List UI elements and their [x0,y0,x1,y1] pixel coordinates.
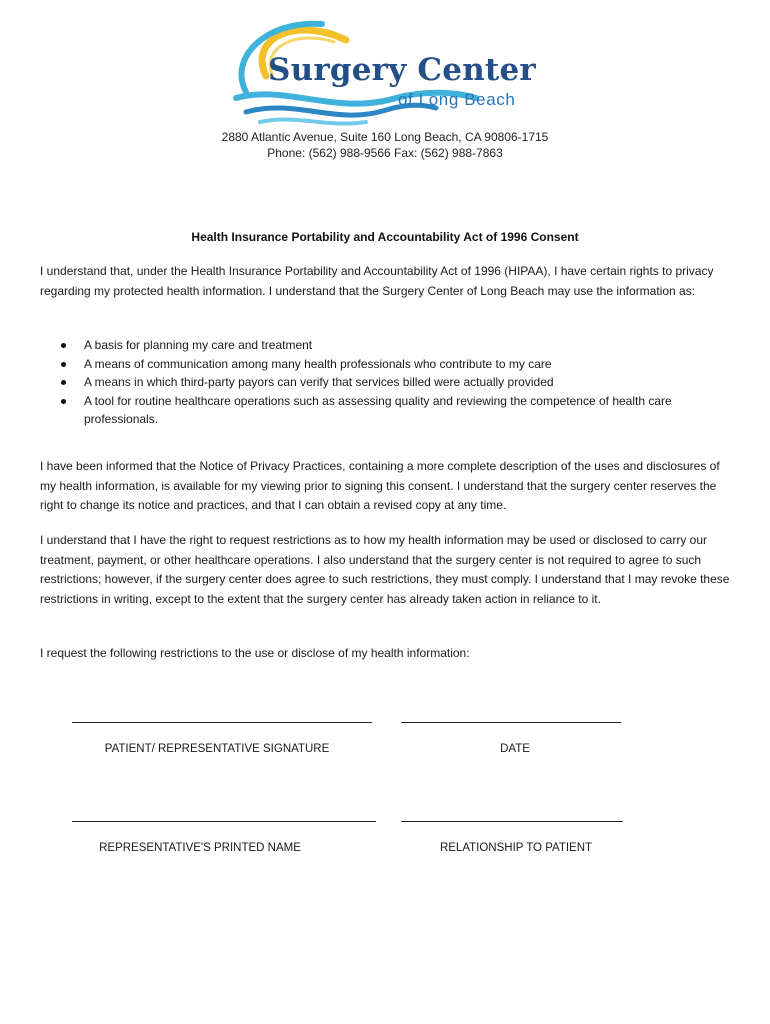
restrictions-paragraph: I understand that I have the right to request restrictions as to how my health information may be used or disclosed to carry our treatment, payment, or other healthcare operations. I also understand that the surgery center is not required to agree to such restrictions; however, if the surgery center does agree to such restrictions, they must comply. I understand that I may revoke these restrictions in writing, except to the extent that the surgery center has already taken action in reliance to it. [40,533,730,606]
surgery-center-logo [226,18,546,128]
list-item: A means in which third-party payors can verify that services billed were actually provided [60,373,720,392]
document-title: Health Insurance Portability and Accountability Act of 1996 Consent [191,230,579,244]
date-field[interactable] [401,722,621,723]
phone-fax-line: Phone: (562) 988-9566 Fax: (562) 988-7863 [267,146,503,160]
relationship-label: RELATIONSHIP TO PATIENT [439,842,593,854]
logo-subname: of Long Beach [398,90,516,109]
printed-name-field[interactable] [72,821,376,822]
patient-signature-label: PATIENT/ REPRESENTATIVE SIGNATURE [104,743,330,755]
date-label: DATE [500,743,530,755]
list-item: A basis for planning my care and treatment [60,336,720,355]
logo-wave-3 [260,119,366,123]
usage-list [60,336,720,429]
printed-name-label: REPRESENTATIVE'S PRINTED NAME [99,842,301,854]
intro-paragraph: I understand that, under the Health Insurance Portability and Accountability Act of 1996 (HIPAA), I have certain rights to privacy regarding my protected health information. I understand that the Surgery Center of Long Beach may use the information as: [40,264,714,298]
address-line: 2880 Atlantic Avenue, Suite 160 Long Beach, CA 90806-1715 [221,130,549,144]
logo-name: Surgery Center [268,52,536,88]
list-item: A tool for routine healthcare operations such as assessing quality and reviewing the competence of health care professionals. [60,392,720,429]
relationship-field[interactable] [401,821,623,822]
notice-paragraph: I have been informed that the Notice of Privacy Practices, containing a more complete description of the uses and disclosures of my health information, is available for my viewing prior to signing this consent. I understand that the surgery center reserves the right to change its notice and practices, and that I can obtain a revised copy at any time. [40,459,720,512]
list-item: A means of communication among many health professionals who contribute to my care [60,355,720,374]
patient-signature-field[interactable] [72,722,372,723]
request-line: I request the following restrictions to the use or disclose of my health information: [40,646,470,660]
